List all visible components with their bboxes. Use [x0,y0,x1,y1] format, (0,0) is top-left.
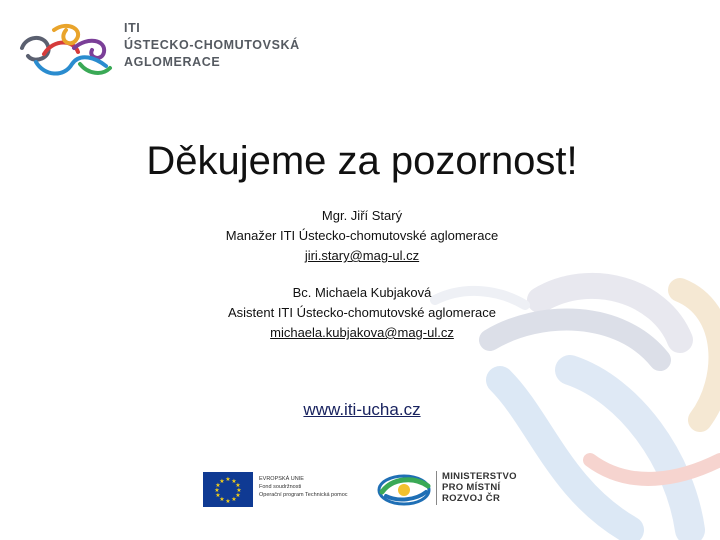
contact-card-assistant [0,283,720,343]
mmr-line-1: MINISTERSTVO [442,471,517,482]
svg-text:★: ★ [225,498,231,505]
eu-line-1: EVROPSKÁ UNIE [259,476,304,482]
mmr-caption [442,471,517,504]
contact-email-link[interactable]: michaela.kubjakova@mag-ul.cz [270,325,454,340]
contact-name: Mgr. Jiří Starý [321,208,403,223]
svg-text:★: ★ [235,482,241,489]
contact-email-link[interactable]: jiri.stary@mag-ul.cz [304,248,420,263]
contact-card-manager [0,206,720,266]
thank-you-title: Děkujeme za pozornost! [146,139,578,183]
mmr-logo-icon [376,470,432,508]
eu-flag-icon [203,472,253,507]
eu-caption [259,475,348,499]
svg-text:★: ★ [236,487,242,494]
svg-text:★: ★ [219,478,225,485]
iti-logo-text [124,20,300,71]
eu-line-3: Operační program Technická pomoc [259,492,348,498]
svg-text:★: ★ [215,482,221,489]
mmr-line-2: PRO MÍSTNÍ [442,482,501,493]
svg-text:★: ★ [214,487,220,494]
website-link[interactable]: www.iti-ucha.cz [303,400,421,419]
iti-logo-mark-icon [14,18,118,82]
svg-text:★: ★ [219,496,225,503]
svg-text:★: ★ [231,478,237,485]
eu-stars-icon [203,472,253,507]
iti-logo [14,18,300,88]
eu-line-2: Fond soudržnosti [259,484,302,490]
mmr-line-3: ROZVOJ ČR [442,493,501,504]
mmr-divider [436,471,437,505]
logo-line-agglomeration: AGLOMERACE [124,55,221,69]
svg-text:★: ★ [215,492,221,499]
logo-line-iti: ITI [124,21,141,35]
contact-name: Bc. Michaela Kubjaková [292,285,432,300]
contact-role: Asistent ITI Ústecko-chomutovské aglomerace [227,305,497,320]
svg-text:★: ★ [235,492,241,499]
svg-text:★: ★ [225,476,231,483]
logo-line-region: ÚSTECKO-CHOMUTOVSKÁ [124,38,300,52]
contact-role: Manažer ITI Ústecko-chomutovské aglomerace [225,228,499,243]
svg-text:★: ★ [231,496,237,503]
